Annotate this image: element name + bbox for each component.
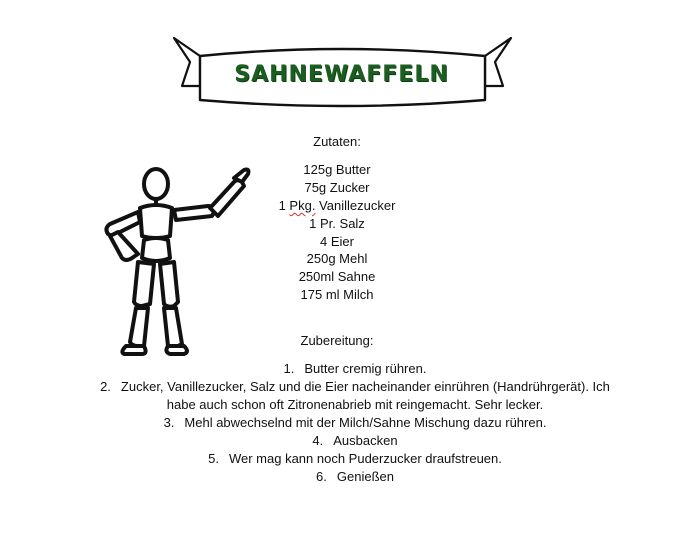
preparation-heading: Zubereitung: (300, 333, 374, 348)
ingredient-item: 4 Eier (320, 233, 354, 249)
step-item (90, 414, 620, 432)
step-item (90, 360, 620, 378)
step-item (90, 378, 620, 414)
step-item (90, 450, 620, 468)
step-text: Wer mag kann noch Puderzucker draufstreuen. (228, 451, 502, 466)
step-text: Mehl abwechselnd mit der Milch/Sahne Mischung dazu rühren. (184, 415, 547, 430)
ingredient-item: 125g Butter (303, 162, 371, 177)
step-number: 2. (100, 379, 111, 394)
step-number: 5. (208, 451, 219, 466)
ingredient-item: 250ml Sahne (298, 269, 376, 285)
step-number: 3. (163, 415, 175, 430)
step-text: Butter cremig rühren. (304, 361, 427, 376)
spellcheck-underline: Pkg. (289, 197, 316, 213)
ingredient-item: 1 Pr. Salz (309, 215, 365, 231)
step-number: 1. (283, 361, 295, 376)
ingredients-list (0, 161, 674, 304)
ingredients-heading: Zutaten: (313, 134, 361, 149)
step-item (90, 432, 620, 450)
step-text: Zucker, Vanillezucker, Salz und die Eier nacheinander einrühren (Handrührgerät). Ich habe auch schon oft Zitronenabrieb mit reingemacht. Sehr lecker. (120, 379, 610, 412)
page-title: SAHNEWAFFELN (234, 62, 449, 87)
step-text: Ausbacken (333, 433, 398, 448)
ingredient-item: 75g Zucker (304, 179, 370, 195)
preparation-steps (90, 360, 620, 486)
ingredient-item: 1 Pkg. Vanillezucker (278, 197, 396, 213)
step-text: Genießen (336, 469, 394, 484)
step-number: 4. (312, 433, 324, 448)
ingredient-item: 250g Mehl (306, 251, 368, 267)
step-item (90, 468, 620, 486)
ingredient-item: 175 ml Milch (300, 287, 374, 303)
step-number: 6. (316, 469, 327, 484)
